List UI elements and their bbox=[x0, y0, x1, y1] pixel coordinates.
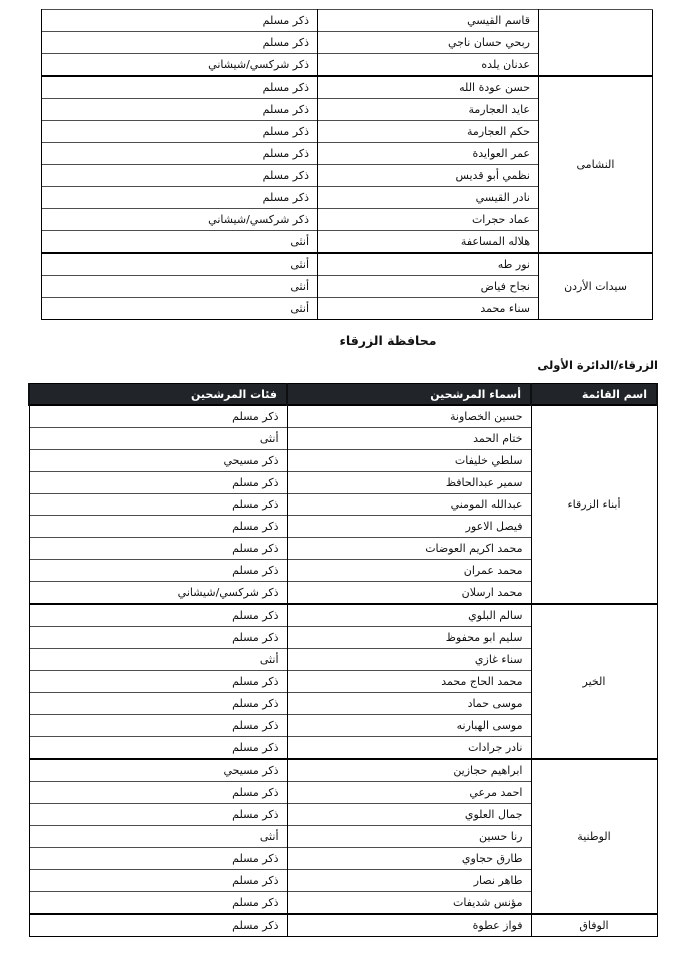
candidate-name-cell: طارق حجاوي bbox=[287, 848, 531, 870]
candidate-name-cell: فيصل الاعور bbox=[287, 516, 531, 538]
candidate-name-cell: موسى الهبارنه bbox=[287, 715, 531, 737]
list-name-cell: الوفاق bbox=[531, 914, 657, 937]
candidate-category-cell: ذكر مسلم bbox=[29, 804, 287, 826]
candidate-name-cell: ربحي حسان ناجي bbox=[318, 32, 539, 54]
candidate-name-cell: عمر العوايدة bbox=[318, 143, 539, 165]
candidate-name-cell: عايد العجارمة bbox=[318, 99, 539, 121]
candidate-name-cell: احمد مرعي bbox=[287, 782, 531, 804]
list-name-cell: الوطنية bbox=[531, 759, 657, 914]
header-list-name: اسم القائمة bbox=[531, 384, 657, 406]
candidate-category-cell: ذكر مسلم bbox=[42, 121, 318, 143]
header-candidate-categories: فئات المرشحين bbox=[29, 384, 287, 406]
list-name-cell: سيدات الأردن bbox=[539, 253, 653, 320]
table-row bbox=[29, 604, 657, 627]
candidate-category-cell: ذكر مسلم bbox=[29, 494, 287, 516]
candidate-category-cell: ذكر مسلم bbox=[29, 671, 287, 693]
table-row bbox=[42, 253, 653, 276]
candidate-name-cell: سالم البلوي bbox=[287, 604, 531, 627]
candidate-name-cell: ختام الحمد bbox=[287, 428, 531, 450]
candidate-name-cell: محمد ارسلان bbox=[287, 582, 531, 605]
candidate-category-cell: ذكر مسلم bbox=[29, 604, 287, 627]
candidate-name-cell: رنا حسين bbox=[287, 826, 531, 848]
candidate-category-cell: ذكر مسلم bbox=[29, 914, 287, 937]
candidate-name-cell: عماد حجرات bbox=[318, 209, 539, 231]
candidate-category-cell: أنثى bbox=[42, 231, 318, 254]
candidate-category-cell: أنثى bbox=[42, 298, 318, 320]
candidate-name-cell: هلاله المساعفة bbox=[318, 231, 539, 254]
candidate-name-cell: حسن عودة الله bbox=[318, 76, 539, 99]
table-row bbox=[42, 76, 653, 99]
district-heading: الزرقاء/الدائرة الأولى bbox=[537, 358, 658, 372]
candidate-name-cell: عدنان يلده bbox=[318, 54, 539, 77]
candidate-name-cell: طاهر نصار bbox=[287, 870, 531, 892]
candidate-category-cell: ذكر مسلم bbox=[29, 892, 287, 915]
candidate-name-cell: حكم العجارمة bbox=[318, 121, 539, 143]
candidate-name-cell: محمد اكريم العوضات bbox=[287, 538, 531, 560]
candidate-name-cell: جمال العلوي bbox=[287, 804, 531, 826]
candidate-category-cell: ذكر مسلم bbox=[29, 848, 287, 870]
candidate-category-cell: ذكر مسلم bbox=[29, 405, 287, 428]
candidate-category-cell: ذكر شركسي/شيشاني bbox=[42, 209, 318, 231]
candidate-name-cell: سناء محمد bbox=[318, 298, 539, 320]
candidate-category-cell: ذكر مسلم bbox=[42, 99, 318, 121]
table-header bbox=[29, 384, 657, 406]
candidate-category-cell: ذكر مسلم bbox=[42, 143, 318, 165]
candidate-category-cell: ذكر مسلم bbox=[29, 560, 287, 582]
list-name-cell: أبناء الزرقاء bbox=[531, 405, 657, 604]
candidate-category-cell: ذكر مسلم bbox=[29, 516, 287, 538]
candidate-category-cell: ذكر مسلم bbox=[29, 782, 287, 804]
candidate-category-cell: ذكر مسيحي bbox=[29, 450, 287, 472]
table-row bbox=[29, 759, 657, 782]
candidate-name-cell: نظمي أبو قديس bbox=[318, 165, 539, 187]
table-row bbox=[29, 405, 657, 428]
candidate-category-cell: ذكر مسلم bbox=[42, 32, 318, 54]
candidate-name-cell: محمد الحاج محمد bbox=[287, 671, 531, 693]
continuation-candidates-table bbox=[41, 9, 653, 320]
candidate-category-cell: ذكر مسلم bbox=[42, 187, 318, 209]
candidate-name-cell: حسين الخصاونة bbox=[287, 405, 531, 428]
zarqa-table-body bbox=[29, 405, 657, 937]
zarqa-first-district-table bbox=[28, 383, 658, 937]
continuation-table-body bbox=[42, 10, 653, 320]
candidate-category-cell: ذكر مسلم bbox=[29, 693, 287, 715]
table-row bbox=[42, 10, 653, 32]
candidate-category-cell: ذكر مسلم bbox=[29, 870, 287, 892]
candidate-category-cell: ذكر شركسي/شيشاني bbox=[29, 582, 287, 605]
candidate-category-cell: أنثى bbox=[42, 253, 318, 276]
governorate-heading: محافظة الزرقاء bbox=[339, 333, 437, 348]
candidate-category-cell: ذكر شركسي/شيشاني bbox=[42, 54, 318, 77]
candidate-name-cell: نور طه bbox=[318, 253, 539, 276]
candidate-category-cell: أنثى bbox=[29, 826, 287, 848]
candidate-name-cell: فواز عطوة bbox=[287, 914, 531, 937]
candidate-category-cell: ذكر مسلم bbox=[29, 538, 287, 560]
candidate-category-cell: ذكر مسلم bbox=[42, 165, 318, 187]
candidate-name-cell: محمد عمران bbox=[287, 560, 531, 582]
candidate-name-cell: نجاح فياض bbox=[318, 276, 539, 298]
candidate-name-cell: سليم ابو محفوظ bbox=[287, 627, 531, 649]
candidate-name-cell: موسى حماد bbox=[287, 693, 531, 715]
candidate-category-cell: ذكر مسلم bbox=[42, 10, 318, 32]
list-name-cell: النشامى bbox=[539, 76, 653, 253]
candidate-name-cell: سناء غازي bbox=[287, 649, 531, 671]
candidate-name-cell: سمير عبدالحافظ bbox=[287, 472, 531, 494]
candidate-name-cell: ابراهيم حجازين bbox=[287, 759, 531, 782]
list-name-cell bbox=[539, 10, 653, 77]
candidate-name-cell: نادر جرادات bbox=[287, 737, 531, 760]
candidate-name-cell: قاسم القيسي bbox=[318, 10, 539, 32]
candidate-category-cell: ذكر مسلم bbox=[29, 627, 287, 649]
candidate-category-cell: ذكر مسلم bbox=[29, 472, 287, 494]
candidate-category-cell: أنثى bbox=[29, 428, 287, 450]
candidate-category-cell: أنثى bbox=[29, 649, 287, 671]
candidate-name-cell: مؤنس شديفات bbox=[287, 892, 531, 915]
list-name-cell: الخير bbox=[531, 604, 657, 759]
header-candidate-names: أسماء المرشحين bbox=[287, 384, 531, 406]
candidate-category-cell: ذكر مسلم bbox=[29, 737, 287, 760]
candidate-name-cell: عبدالله المومني bbox=[287, 494, 531, 516]
candidate-category-cell: ذكر مسيحي bbox=[29, 759, 287, 782]
table-row bbox=[29, 914, 657, 937]
candidate-name-cell: سلطي خليفات bbox=[287, 450, 531, 472]
candidate-category-cell: ذكر مسلم bbox=[29, 715, 287, 737]
candidate-category-cell: ذكر مسلم bbox=[42, 76, 318, 99]
candidate-category-cell: أنثى bbox=[42, 276, 318, 298]
candidate-name-cell: نادر القيسي bbox=[318, 187, 539, 209]
